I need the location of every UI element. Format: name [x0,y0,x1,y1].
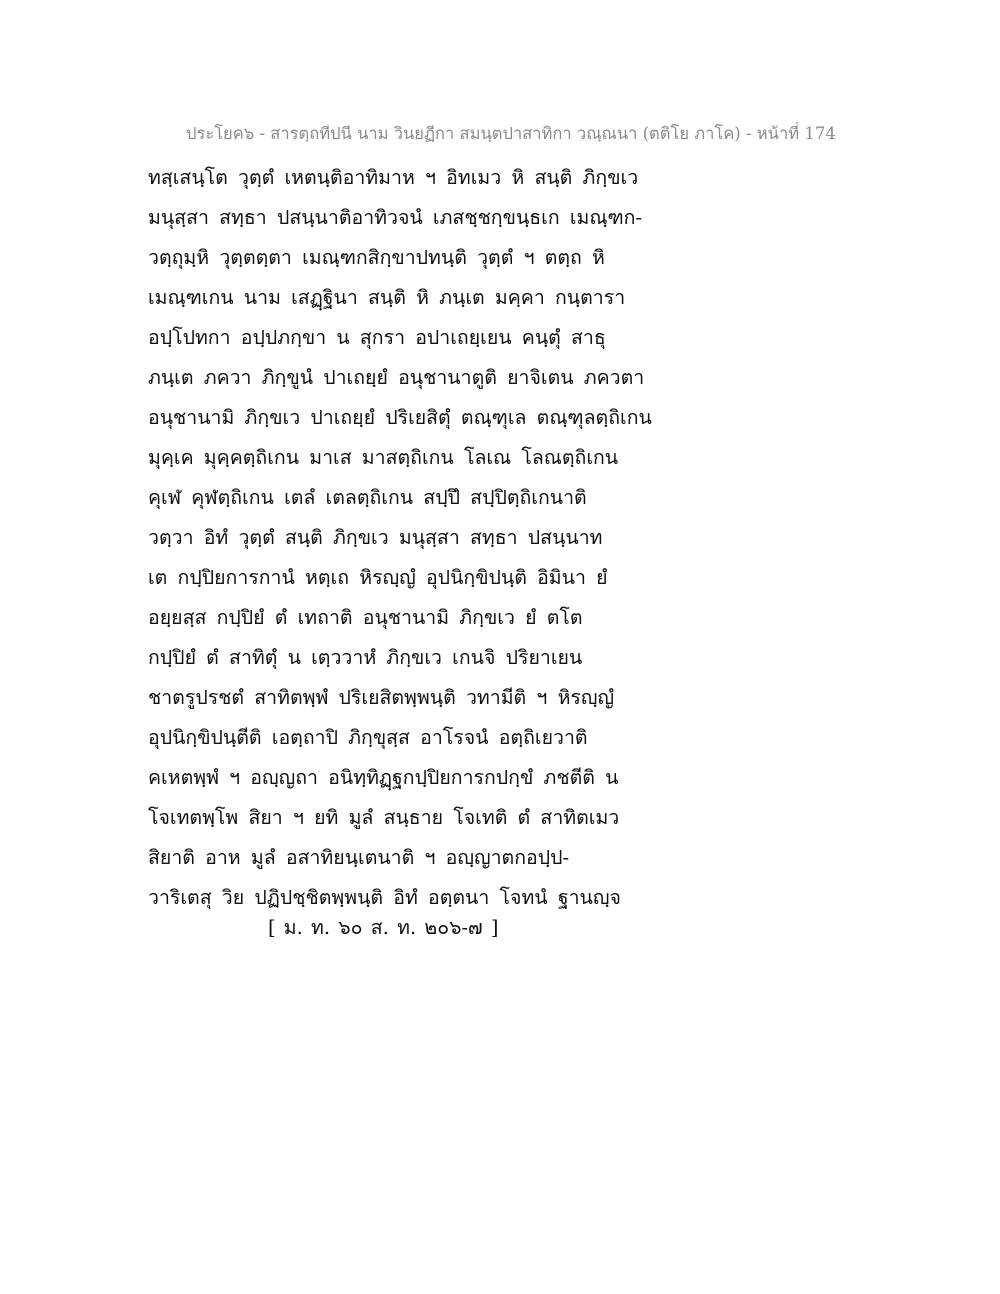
text-line: กปฺปิยํ ตํ สาทิตุํ น เตฺววาหํ ภิกฺขเว เกนจิ ปริยาเยน [148,646,583,669]
body-text [148,158,708,918]
text-line: อยฺยสฺส กปฺปิยํ ตํ เทถาติ อนุชานามิ ภิกฺขเว ยํ ตโต [148,606,583,629]
text-line: เมณฺฑเกน นาม เสฏฺฐินา สนฺติ หิ ภนฺเต มคฺคา กนฺตารา [148,286,626,309]
text-line: อนุชานามิ ภิกฺขเว ปาเถยฺยํ ปริเยสิตุํ ตณฺฑุเล ตณฺฑุลตฺถิเกน [148,406,652,429]
text-line: มนุสฺสา สทฺธา ปสนฺนาติอาทิวจนํ เภสชฺชกฺขนฺธเก เมณฺฑก- [148,206,643,229]
text-line: มุคฺเค มุคฺคตฺถิเกน มาเส มาสตฺถิเกน โลเณ โลณตฺถิเกน [148,446,619,469]
text-line: สิยาติ อาห มูลํ อสาทิยนฺเตนาติ ฯ อญฺญาตกอปฺป- [148,846,570,869]
text-line: ชาตรูปรชตํ สาทิตพฺพํ ปริเยสิตพฺพนฺติ วทามีติ ฯ หิรญฺญํ [148,686,615,709]
text-line: วตฺถุมฺหิ วุตฺตตฺตา เมณฺฑกสิกฺขาปทนฺติ วุตฺตํ ฯ ตตฺถ หิ [148,246,605,269]
text-line: วตฺวา อิทํ วุตฺตํ สนฺติ ภิกฺขเว มนุสฺสา สทฺธา ปสนฺนาท [148,526,603,549]
text-line: อปฺโปทกา อปฺปภกฺขา น สุกรา อปาเถยฺเยน คนฺตุํ สาธุ [148,326,606,349]
text-line: เต กปฺปิยการกานํ หตฺเถ หิรญฺญํ อุปนิกฺขิปนฺติ อิมินา ยํ [148,566,608,589]
text-line: อุปนิกฺขิปนฺตีติ เอตฺถาปิ ภิกฺขุสฺส อาโรจนํ อตฺถิเยวาติ [148,726,588,749]
text-line: ทสฺเสนฺโต วุตฺตํ เหตนฺติอาทิมาห ฯ อิทเมว หิ สนฺติ ภิกฺขเว [148,166,639,189]
text-line: คุเฬ คุฬตฺถิเกน เตลํ เตลตฺถิเกน สปฺปึ สปฺปิตฺถิเกนาติ [148,486,587,509]
text-line: คเหตพฺพํ ฯ อญฺญถา อนิทฺทิฏฺฐกปฺปิยการกปกฺขํ ภชตีติ น [148,766,619,789]
text-line: วาริเตสุ วิย ปฏิปชฺชิตพฺพนฺติ อิทํ อตฺตนา โจทนํ ฐานญฺจ [148,886,621,909]
source-reference: [ ม. ท. ๖๐ ส. ท. ๒๐๖-๗ ] [268,916,499,939]
running-header: ประโยค๖ - สารตฺถทีปนี นาม วินยฏีกา สมนฺตปาสาทิกา วณฺณนา (ตติโย ภาโค) - หน้าที่ 174 [186,124,836,143]
text-line: โจเทตพฺโพ สิยา ฯ ยทิ มูลํ สนฺธาย โจเทติ ตํ สาทิตเมว [148,806,620,829]
text-line: ภนฺเต ภควา ภิกฺขูนํ ปาเถยฺยํ อนุชานาตูติ ยาจิเตน ภควตา [148,366,645,389]
